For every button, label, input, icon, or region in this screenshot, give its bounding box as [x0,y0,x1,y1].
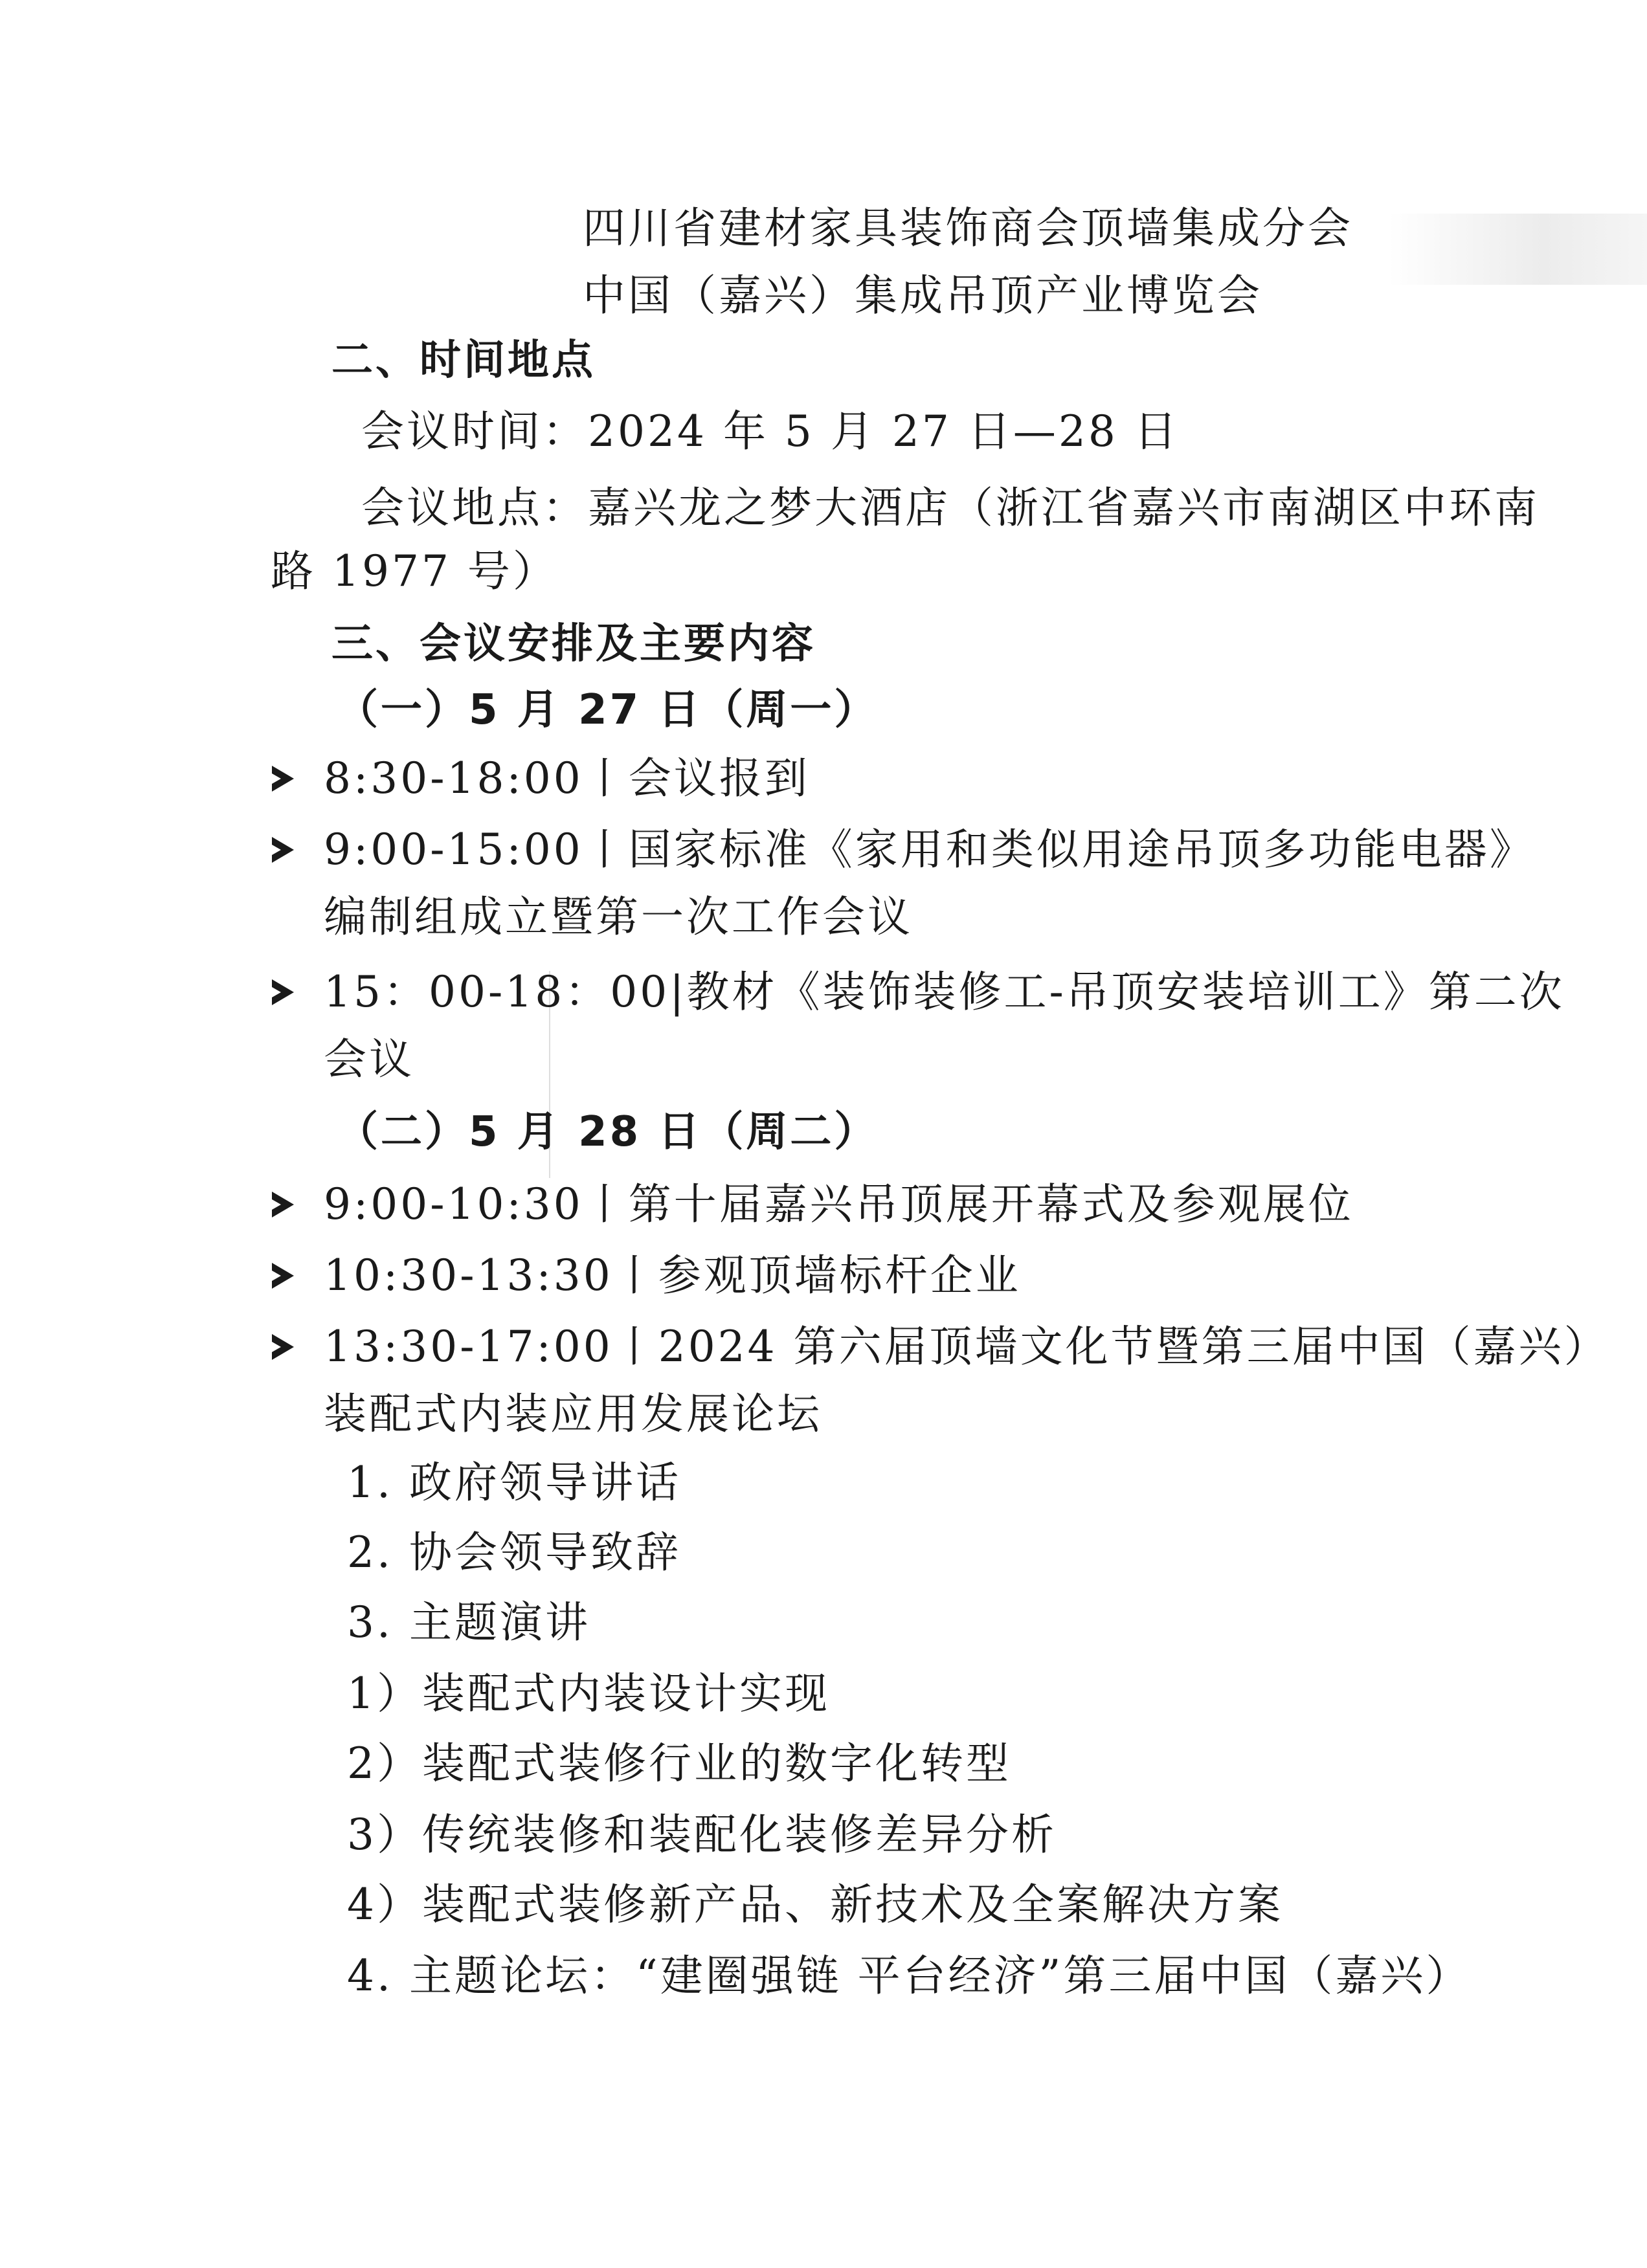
agenda-item: 3. 主题演讲 [347,1597,590,1647]
meeting-place-line-2: 路 1977 号） [271,546,558,596]
day1-item-2-line-1: 9:00-15:00丨国家标准《家用和类似用途吊顶多功能电器》 [324,825,1535,874]
agenda-item: 4. 主题论坛：“建圈强链 平台经济”第三届中国（嘉兴） [347,1951,1472,2001]
agenda-item: 2. 协会领导致辞 [347,1528,681,1577]
arrow-bullet-icon [272,766,294,792]
day1-item-1: 8:30-18:00丨会议报到 [324,753,810,803]
day2-item-3-line-2: 装配式内装应用发展论坛 [324,1389,822,1439]
day2-heading: （二）5 月 28 日（周二） [337,1108,879,1156]
agenda-subitem: 2）装配式装修行业的数字化转型 [347,1739,1011,1788]
meeting-place-line-1: 会议地点：嘉兴龙之梦大酒店（浙江省嘉兴市南湖区中环南 [361,483,1540,533]
arrow-bullet-icon [272,1334,294,1360]
day1-item-3-line-1: 15：00-18：00|教材《装饰装修工-吊顶安装培训工》第二次 [324,967,1565,1017]
day1-heading: （一）5 月 27 日（周一） [337,686,879,734]
arrow-bullet-icon [272,837,294,863]
agenda-subitem: 1）装配式内装设计实现 [347,1669,830,1718]
day2-item-1: 9:00-10:30丨第十届嘉兴吊顶展开幕式及参观展位 [324,1179,1354,1229]
org-line-2: 中国（嘉兴）集成吊顶产业博览会 [583,271,1262,320]
scan-shadow [1388,214,1647,285]
day2-item-3-line-1: 13:30-17:00丨2024 第六届顶墙文化节暨第三届中国（嘉兴） [324,1322,1609,1372]
agenda-subitem: 3）传统装修和装配化装修差异分析 [347,1810,1057,1860]
arrow-bullet-icon [272,979,294,1005]
day1-item-3-line-2: 会议 [324,1034,414,1084]
meeting-time: 会议时间：2024 年 5 月 27 日—28 日 [361,406,1180,456]
arrow-bullet-icon [272,1192,294,1217]
agenda-item: 1. 政府领导讲话 [347,1458,681,1507]
section-2-heading: 二、时间地点 [331,337,596,384]
day2-item-2: 10:30-13:30丨参观顶墙标杆企业 [324,1251,1021,1300]
agenda-subitem: 4）装配式装修新产品、新技术及全案解决方案 [347,1880,1283,1929]
arrow-bullet-icon [272,1263,294,1289]
day1-item-2-line-2: 编制组成立暨第一次工作会议 [324,892,913,942]
org-line-1: 四川省建材家具装饰商会顶墙集成分会 [583,203,1353,253]
section-3-heading: 三、会议安排及主要内容 [331,620,816,668]
